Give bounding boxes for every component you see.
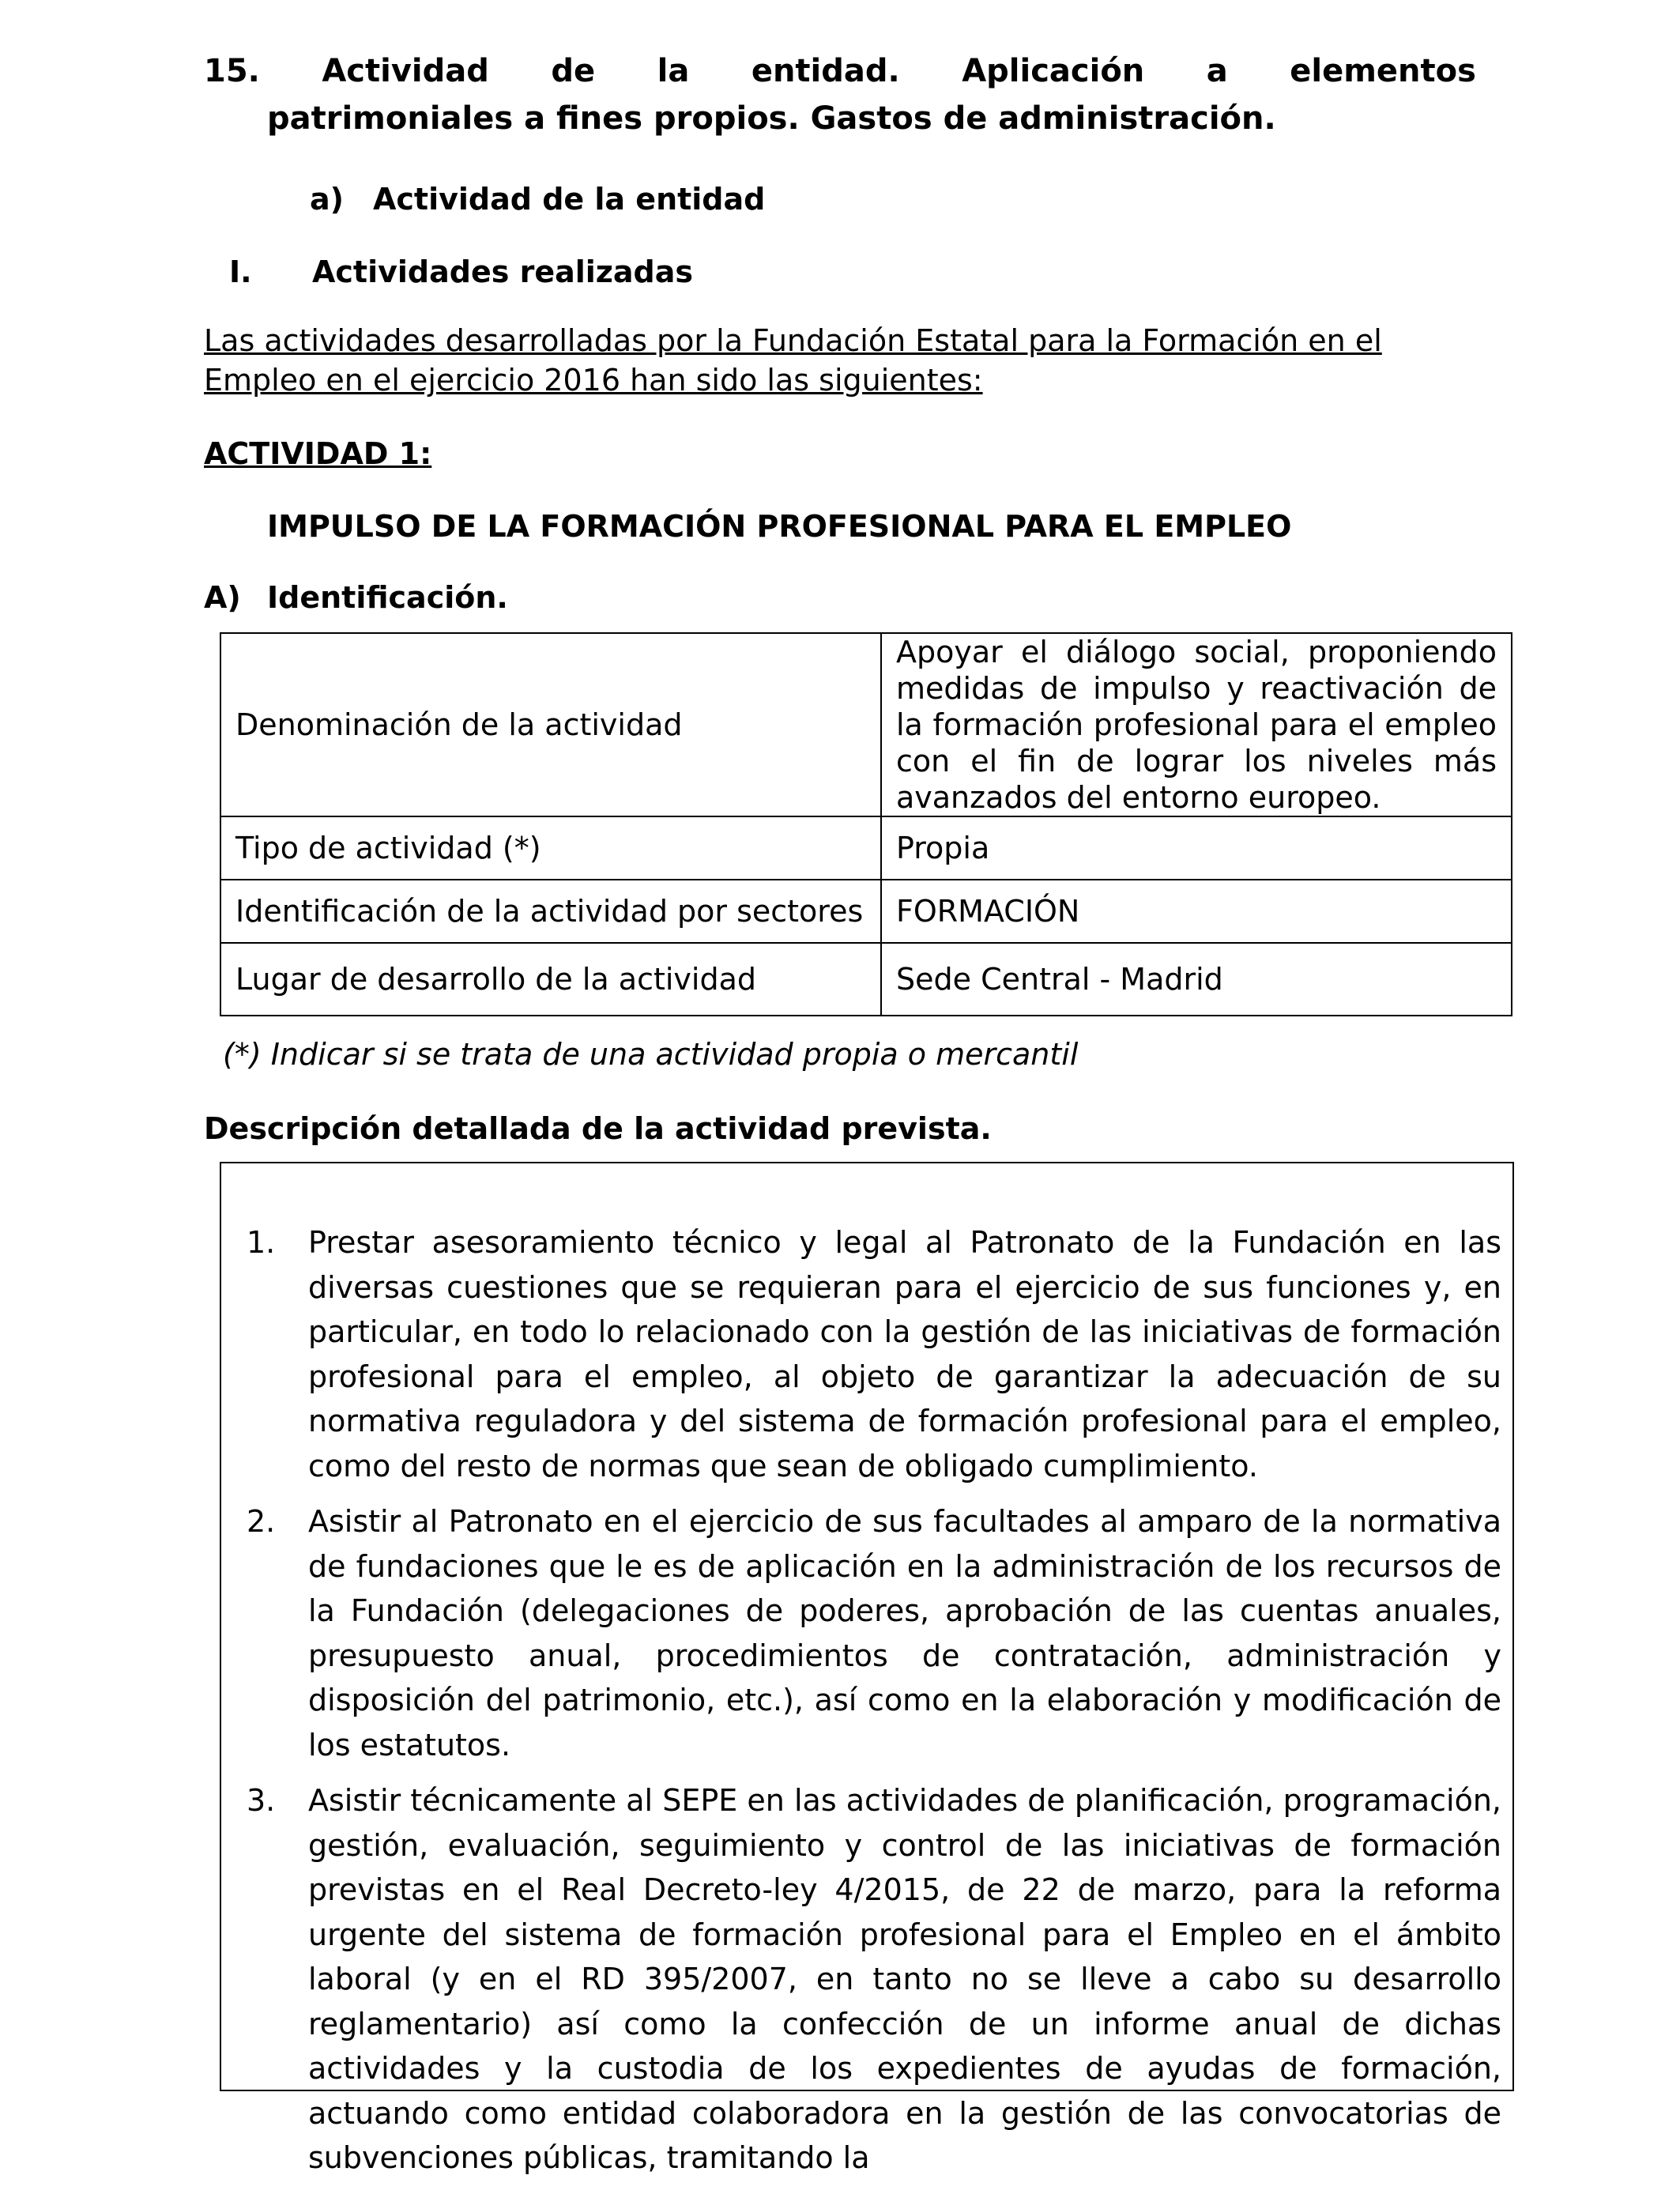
table-value-cell: Propia bbox=[881, 816, 1512, 880]
list-item-text: Asistir técnicamente al SEPE en las actividades de planificación, programación, gestión, evaluación, seguimiento y control de las iniciativas de formación previstas en el Real Decreto-ley 4/2015, de 22 de marzo, para la reforma urgente del sistema de formación profesional para el Empleo en el ámbito laboral (y en el RD 395/2007, en tanto no se lleve a cabo su desarrollo reglamentario) así como la confección de un informe anual de dichas actividades y la custodia de los expedientes de ayudas de formación, actuando como entidad colaboradora en la gestión de las convocatorias de subvenciones públicas, tramitando la bbox=[308, 1783, 1501, 2175]
list-item-number: 2. bbox=[247, 1504, 276, 1539]
table-footnote: (*) Indicar si se trata de una actividad propia o mercantil bbox=[223, 1037, 1079, 1072]
section-title bbox=[204, 47, 1476, 142]
title-word: Actividad bbox=[322, 53, 489, 89]
subsection-a-letter: a) bbox=[310, 182, 345, 217]
table-label-cell: Lugar de desarrollo de la actividad bbox=[220, 943, 881, 1016]
table-value-cell: Sede Central - Madrid bbox=[881, 943, 1512, 1016]
table-row bbox=[220, 880, 1512, 943]
list-item-text: Asistir al Patronato en el ejercicio de sus facultades al amparo de la normativa de fundaciones que le es de aplicación en la administración de los recursos de la Fundación (delegaciones de poderes, aprobación de las cuentas anuales, presupuesto anual, procedimientos de contratación, administración y disposición del patrimonio, etc.), así como en la elaboración y modificación de los estatutos. bbox=[308, 1504, 1501, 1762]
table-value-cell: Apoyar el diálogo social, proponiendo medidas de impulso y reactivación de la formación profesional para el empleo con el fin de lograr los niveles más avanzados del entorno europeo. bbox=[881, 633, 1512, 816]
title-word: entidad. bbox=[751, 53, 900, 89]
title-word: de bbox=[551, 53, 596, 89]
activity-name: IMPULSO DE LA FORMACIÓN PROFESIONAL PARA EL EMPLEO bbox=[267, 509, 1292, 544]
list-item bbox=[237, 1499, 1501, 1767]
subsection-i-numeral: I. bbox=[229, 254, 252, 289]
title-word: la bbox=[657, 53, 690, 89]
list-item bbox=[237, 1778, 1501, 2181]
subsection-a-heading bbox=[310, 175, 765, 223]
identification-table bbox=[220, 632, 1512, 1016]
title-word: elementos bbox=[1290, 53, 1476, 89]
table-label-cell: Denominación de la actividad bbox=[220, 633, 881, 816]
subsection-a-title: Actividad de la entidad bbox=[373, 182, 766, 217]
table-label-cell: Tipo de actividad (*) bbox=[220, 816, 881, 880]
description-list bbox=[237, 1220, 1501, 2192]
title-word: a bbox=[1206, 53, 1228, 89]
table-value-cell: FORMACIÓN bbox=[881, 880, 1512, 943]
table-row bbox=[220, 943, 1512, 1016]
identification-title: Identificación. bbox=[267, 580, 508, 615]
identification-letter: A) bbox=[204, 580, 241, 615]
subsection-i-title: Actividades realizadas bbox=[312, 254, 694, 289]
list-item-number: 1. bbox=[247, 1225, 276, 1260]
section-title-line1 bbox=[204, 47, 1476, 95]
table-row bbox=[220, 633, 1512, 816]
section-number: 15. bbox=[204, 53, 260, 89]
list-item bbox=[237, 1220, 1501, 1488]
title-word: Aplicación bbox=[962, 53, 1145, 89]
subsection-i-heading bbox=[229, 248, 693, 296]
identification-heading bbox=[204, 574, 508, 621]
activity-label: ACTIVIDAD 1: bbox=[204, 436, 432, 471]
table-row bbox=[220, 816, 1512, 880]
table-label-cell: Identificación de la actividad por sectores bbox=[220, 880, 881, 943]
description-heading: Descripción detallada de la actividad prevista. bbox=[204, 1111, 992, 1146]
section-title-line2: patrimoniales a fines propios. Gastos de administración. bbox=[267, 100, 1276, 137]
intro-paragraph: Las actividades desarrolladas por la Fundación Estatal para la Formación en el Empleo en el ejercicio 2016 han sido las siguientes: bbox=[204, 323, 1382, 398]
list-item-number: 3. bbox=[247, 1783, 276, 1818]
list-item-text: Prestar asesoramiento técnico y legal al Patronato de la Fundación en las diversas cuestiones que se requieran para el ejercicio de sus funciones y, en particular, en todo lo relacionado con la gestión de las iniciativas de formación profesional para el empleo, al objeto de garantizar la adecuación de su normativa reguladora y del sistema de formación profesional para el empleo, como del resto de normas que sean de obligado cumplimiento. bbox=[308, 1225, 1501, 1483]
description-box bbox=[220, 1162, 1514, 2175]
